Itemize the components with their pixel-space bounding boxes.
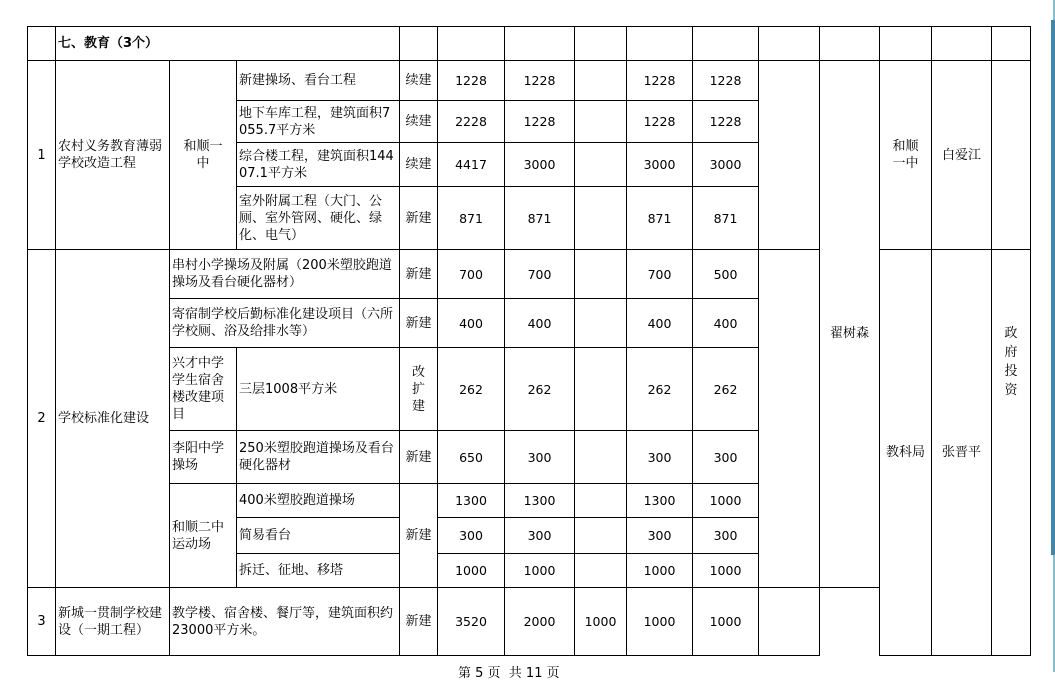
- value-cell: 1000: [438, 554, 505, 588]
- value-cell: 700: [627, 250, 693, 299]
- value-cell: [575, 143, 627, 187]
- value-cell: 1228: [693, 61, 759, 101]
- value-cell: 1300: [438, 484, 505, 518]
- value-cell: 700: [438, 250, 505, 299]
- project-name: 农村义务教育薄弱学校改造工程: [56, 61, 170, 250]
- value-cell: 871: [627, 187, 693, 250]
- build-type: 续建: [400, 143, 438, 187]
- item-content: 拆迁、征地、移塔: [237, 554, 400, 588]
- value-cell: 1228: [505, 61, 575, 101]
- table-row: [28, 61, 1031, 101]
- value-cell: 300: [627, 431, 693, 484]
- item-content: 三层1008平方米: [237, 348, 400, 431]
- build-type: 改扩建: [400, 348, 438, 431]
- school-name: 李阳中学操场: [170, 431, 237, 484]
- school-name: 和顺二中运动场: [170, 484, 237, 588]
- build-type: 新建: [400, 431, 438, 484]
- value-cell: 871: [693, 187, 759, 250]
- responsible-person: 张晋平: [932, 250, 992, 656]
- value-cell: 1228: [505, 101, 575, 143]
- value-cell: 262: [438, 348, 505, 431]
- value-cell: [575, 554, 627, 588]
- value-cell: 300: [438, 518, 505, 554]
- value-cell: 3000: [693, 143, 759, 187]
- value-cell: 1000: [693, 554, 759, 588]
- project-number: 2: [28, 250, 56, 588]
- value-cell: 1000: [693, 484, 759, 518]
- value-cell: 1000: [627, 588, 693, 656]
- value-cell: 1300: [627, 484, 693, 518]
- build-type: 新建: [400, 588, 438, 656]
- value-cell: [575, 348, 627, 431]
- value-cell: 4417: [438, 143, 505, 187]
- funding-source: 政府投资: [992, 250, 1031, 656]
- value-cell: 871: [505, 187, 575, 250]
- item-content: 综合楼工程，建筑面积14407.1平方米: [237, 143, 400, 187]
- value-cell: 400: [627, 299, 693, 348]
- project-name: 学校标准化建设: [56, 250, 170, 588]
- value-cell: 400: [693, 299, 759, 348]
- responsible-unit: 教科局: [880, 250, 932, 656]
- build-type: 新建: [400, 299, 438, 348]
- value-cell: 300: [627, 518, 693, 554]
- value-cell: [575, 518, 627, 554]
- build-type: 新建: [400, 250, 438, 299]
- build-type: 续建: [400, 61, 438, 101]
- value-cell: 1000: [575, 588, 627, 656]
- value-cell: 1228: [627, 61, 693, 101]
- project-table: [27, 26, 1031, 656]
- item-content: 250米塑胶跑道操场及看台硬化器材: [237, 431, 400, 484]
- responsible-person: 白爱江: [932, 61, 992, 250]
- value-cell: 3520: [438, 588, 505, 656]
- item-content: 地下车库工程，建筑面积7055.7平方米: [237, 101, 400, 143]
- value-cell: 1228: [627, 101, 693, 143]
- value-cell: 871: [438, 187, 505, 250]
- item-content: 简易看台: [237, 518, 400, 554]
- value-cell: [575, 187, 627, 250]
- value-cell: 700: [505, 250, 575, 299]
- value-cell: 262: [627, 348, 693, 431]
- value-cell: [575, 250, 627, 299]
- cell-empty: [28, 27, 56, 61]
- value-cell: 650: [438, 431, 505, 484]
- value-cell: 1228: [693, 101, 759, 143]
- build-type: 续建: [400, 101, 438, 143]
- item-content: 寄宿制学校后勤标准化建设项目（六所学校厕、浴及给排水等）: [170, 299, 400, 348]
- value-cell: 1000: [693, 588, 759, 656]
- item-content: 室外附属工程（大门、公厕、室外管网、硬化、绿化、电气）: [237, 187, 400, 250]
- scrollbar[interactable]: [1051, 20, 1055, 555]
- value-cell: [575, 61, 627, 101]
- value-cell: 300: [693, 518, 759, 554]
- value-cell: 400: [505, 299, 575, 348]
- value-cell: 2000: [505, 588, 575, 656]
- table-row: [28, 250, 1031, 299]
- value-cell: [575, 101, 627, 143]
- responsible-unit: 和顺一中: [880, 61, 932, 250]
- value-cell: 262: [693, 348, 759, 431]
- value-cell: 3000: [627, 143, 693, 187]
- value-cell: 300: [693, 431, 759, 484]
- value-cell: [575, 431, 627, 484]
- build-type: 新建: [400, 187, 438, 250]
- value-cell: 2228: [438, 101, 505, 143]
- value-cell: 400: [438, 299, 505, 348]
- section-header-row: [28, 27, 1031, 61]
- value-cell: [575, 299, 627, 348]
- value-cell: 1000: [505, 554, 575, 588]
- leader-cell: 翟树森: [820, 61, 880, 588]
- item-content: 新建操场、看台工程: [237, 61, 400, 101]
- section-title: 七、教育（3个）: [56, 27, 400, 61]
- build-type: 新建: [400, 484, 438, 588]
- project-number: 3: [28, 588, 56, 656]
- value-cell: 262: [505, 348, 575, 431]
- value-cell: 300: [505, 518, 575, 554]
- value-cell: 1300: [505, 484, 575, 518]
- school-name: 和顺一中: [170, 61, 237, 250]
- item-content: 400米塑胶跑道操场: [237, 484, 400, 518]
- project-name: 新城一贯制学校建设（一期工程）: [56, 588, 170, 656]
- value-cell: 1000: [627, 554, 693, 588]
- school-name: 兴才中学学生宿舍楼改建项目: [170, 348, 237, 431]
- value-cell: 500: [693, 250, 759, 299]
- item-content: 教学楼、宿舍楼、餐厅等，建筑面积约23000平方米。: [170, 588, 400, 656]
- page-footer: 第 5 页 共 11 页: [458, 666, 560, 681]
- value-cell: 1228: [438, 61, 505, 101]
- project-number: 1: [28, 61, 56, 250]
- value-cell: 300: [505, 431, 575, 484]
- item-content: 串村小学操场及附属（200米塑胶跑道操场及看台硬化器材）: [170, 250, 400, 299]
- value-cell: 3000: [505, 143, 575, 187]
- value-cell: [575, 484, 627, 518]
